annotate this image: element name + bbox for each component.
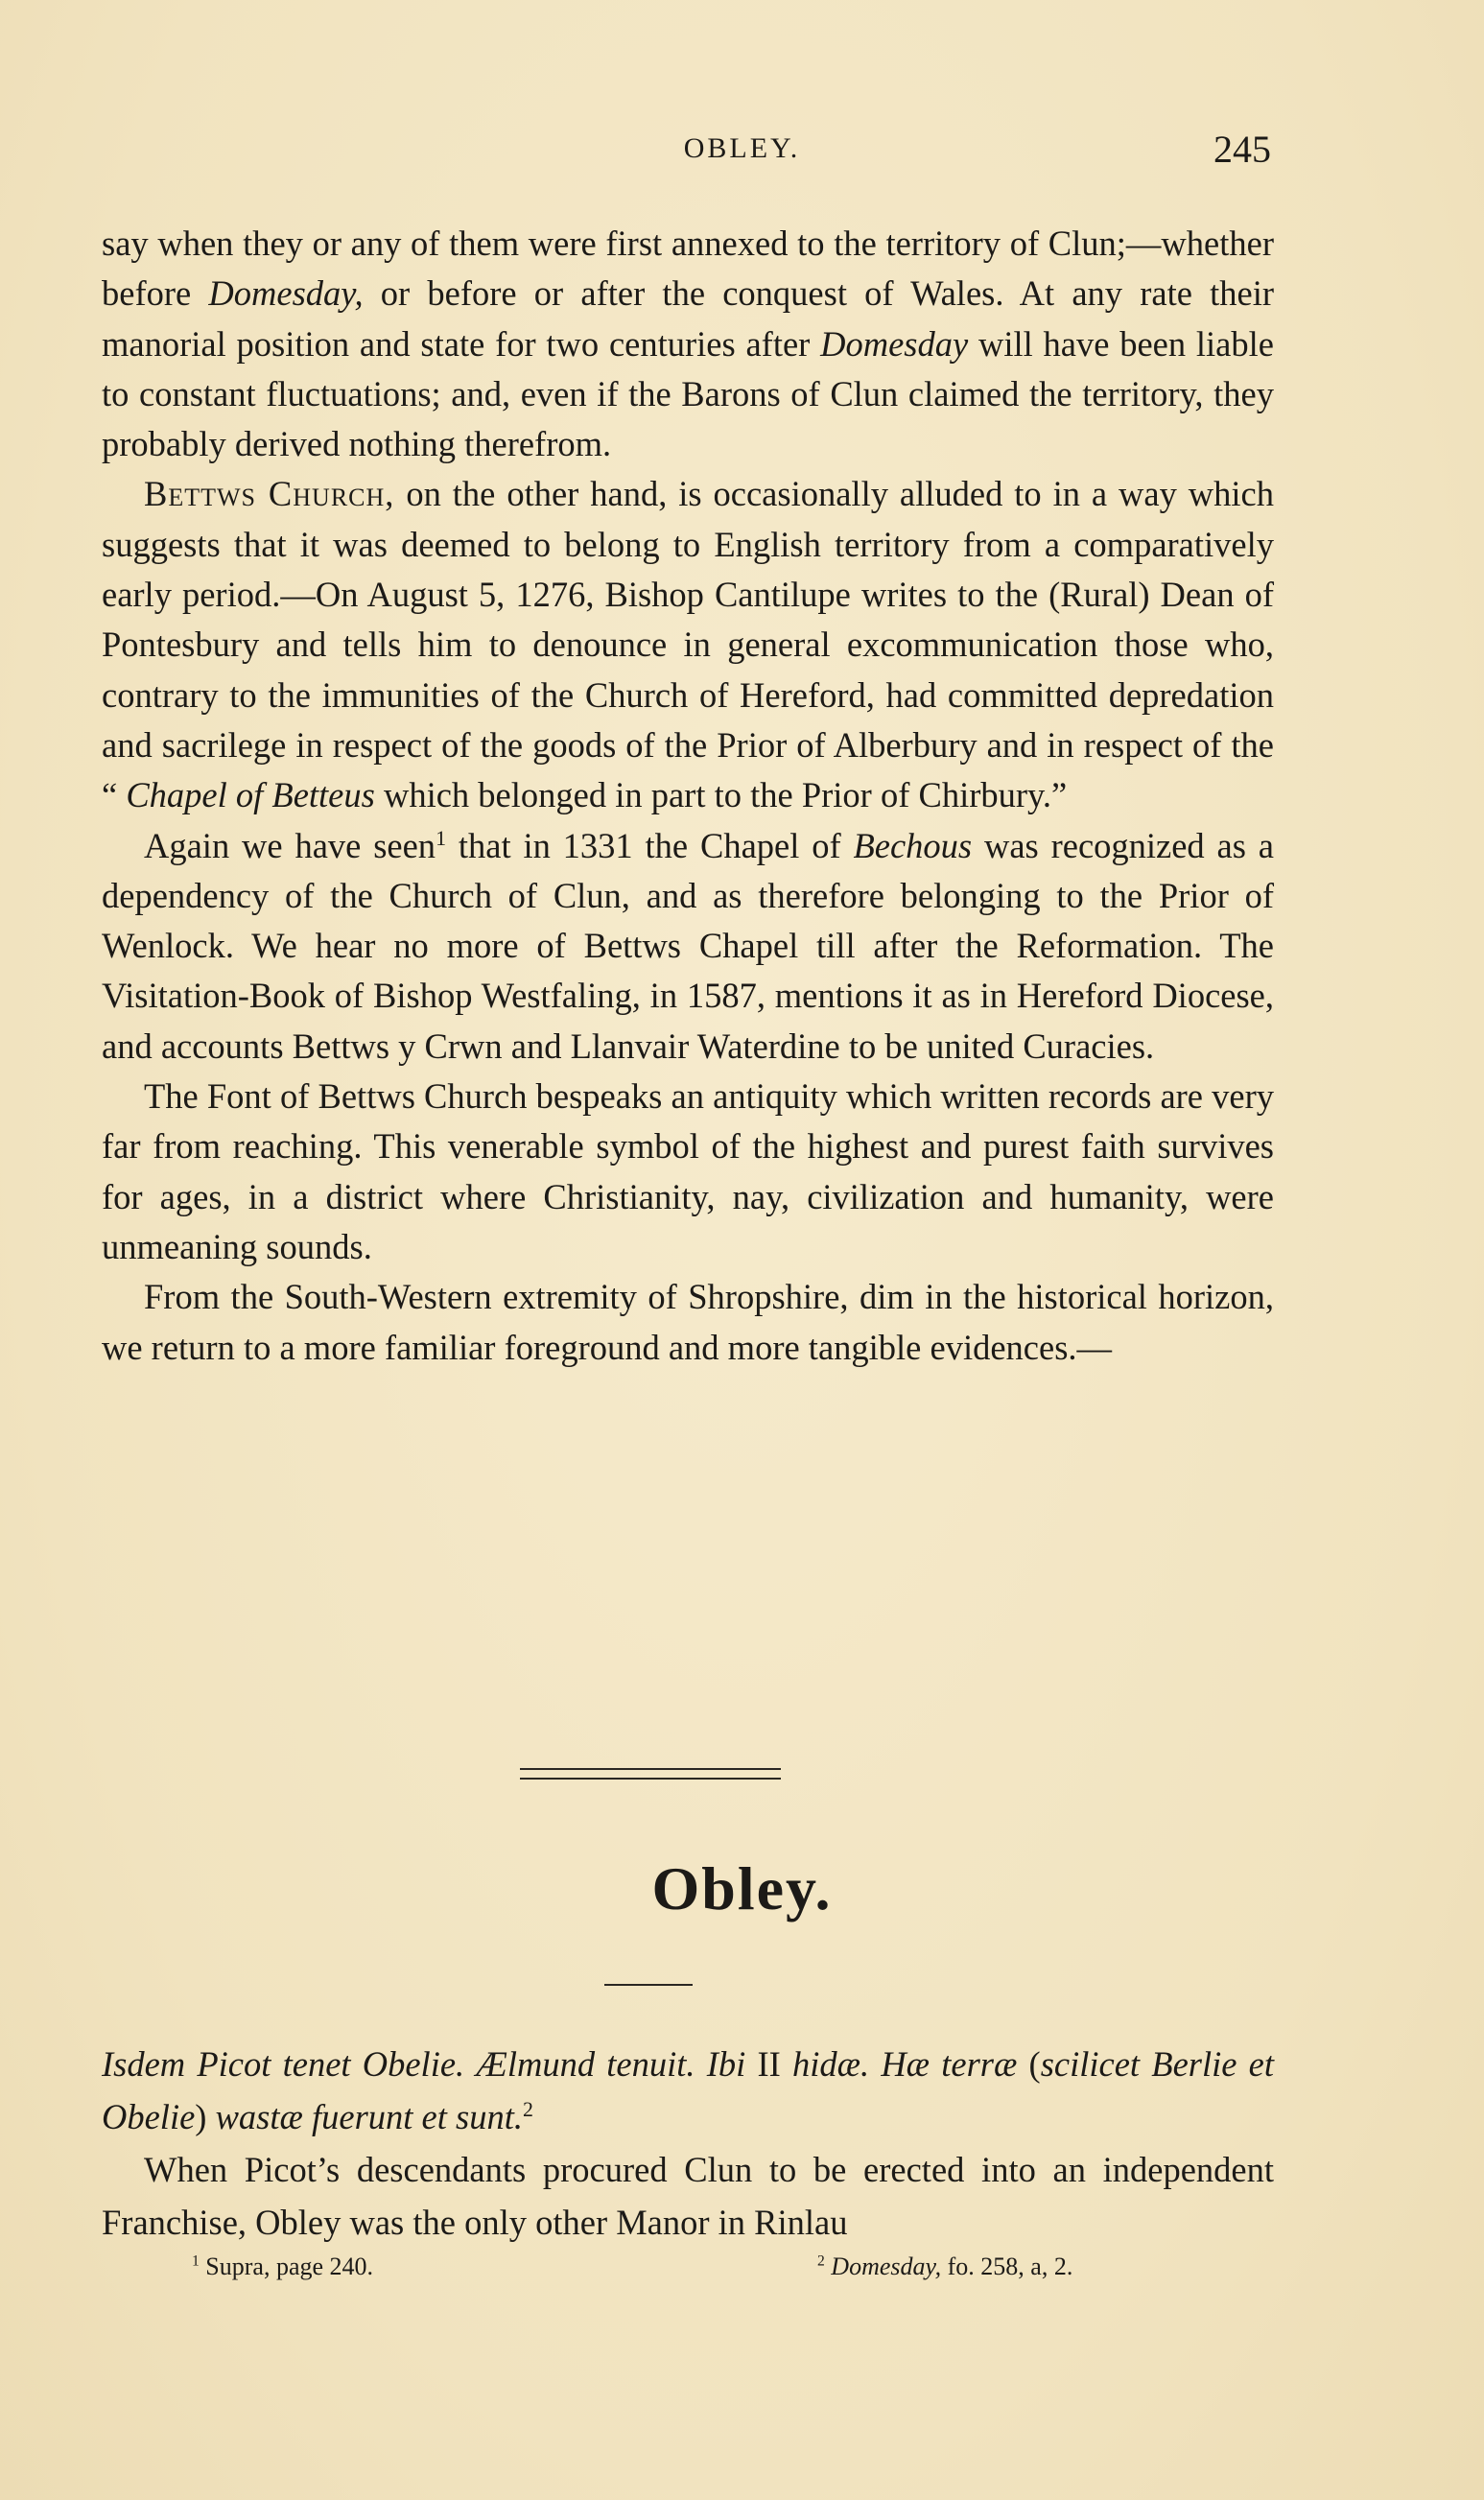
- paragraph-6: When Picot’s descendants procured Clun to be erected into an independent Franchise, Obley was the only other Manor in Rinlau: [102, 2150, 1274, 2242]
- footnote-ref-2: 2: [523, 2096, 533, 2121]
- body-text: [102, 219, 1274, 1373]
- section-text: [102, 2038, 1274, 2249]
- paragraph-5: From the South-Western extremity of Shropshire, dim in the historical horizon, we return to a more familiar foreground and more tangible evidences.—: [102, 1277, 1274, 1367]
- domesday-quote: Isdem Picot tenet Obelie. Ælmund tenuit. Ibi II hidæ. Hæ terræ (scilicet Berlie et Obelie) wastæ fuerunt et sunt.$^2$: [102, 2044, 1275, 2136]
- single-rule-divider: [604, 1984, 693, 1986]
- footnote-1: $^1$ Supra, page 240.: [192, 2252, 374, 2280]
- paragraph-1: say when they or any of them were first annexed to the territory of Clun;—whether before Domesday, or before or after the conquest of Wales. At any rate their manorial position and state for two centuries after Domesday will have been liable to constant fluctuations; and, even if the Barons of Clun claimed the territory, they probably derived nothing therefrom.: [102, 224, 1275, 464]
- paragraph-4: The Font of Bettws Church bespeaks an antiquity which written records are very far from reaching. This venerable symbol of the highest and purest faith survives for ages, in a district where Christianity, nay, civilization and humanity, were unmeaning sounds.: [102, 1076, 1274, 1266]
- paragraph-2: Bettws Church, on the other hand, is occasionally alluded to in a way which suggests that it was deemed to belong to English territory from a comparatively early period.—On August 5, 1276, Bishop Cantilupe writes to the (Rural) Dean of Pontesbury and tells him to denounce in general excommunication those who, contrary to the immunities of the Church of Hereford, had committed depredation and sacrilege in respect of the goods of the Prior of Alberbury and in respect of the “ Chapel of Betteus which belonged in part to the Prior of Chirbury.”: [102, 474, 1274, 815]
- section-heading: Obley.: [651, 1854, 833, 1922]
- running-head: [0, 127, 1484, 184]
- footnote-ref-1: 1: [436, 825, 447, 850]
- paragraph-3: Again we have seen$^1$ that in 1331 the Chapel of Bechous was recognized as a dependency of the Church of Clun, and as therefore belonging to the Prior of Wenlock. We hear no more of Bettws Chapel till after the Reformation. The Visitation-Book of Bishop Westfaling, in 1587, mentions it as in Hereford Diocese, and accounts Bettws y Crwn and Llanvair Waterdine to be united Curacies.: [102, 825, 1274, 1066]
- footnote-2: $^2$ Domesday, fo. 258, a, 2.: [817, 2252, 1073, 2280]
- running-title: OBLEY.: [683, 132, 801, 164]
- page-number: 245: [1213, 128, 1271, 171]
- double-rule-divider: [520, 1768, 781, 1780]
